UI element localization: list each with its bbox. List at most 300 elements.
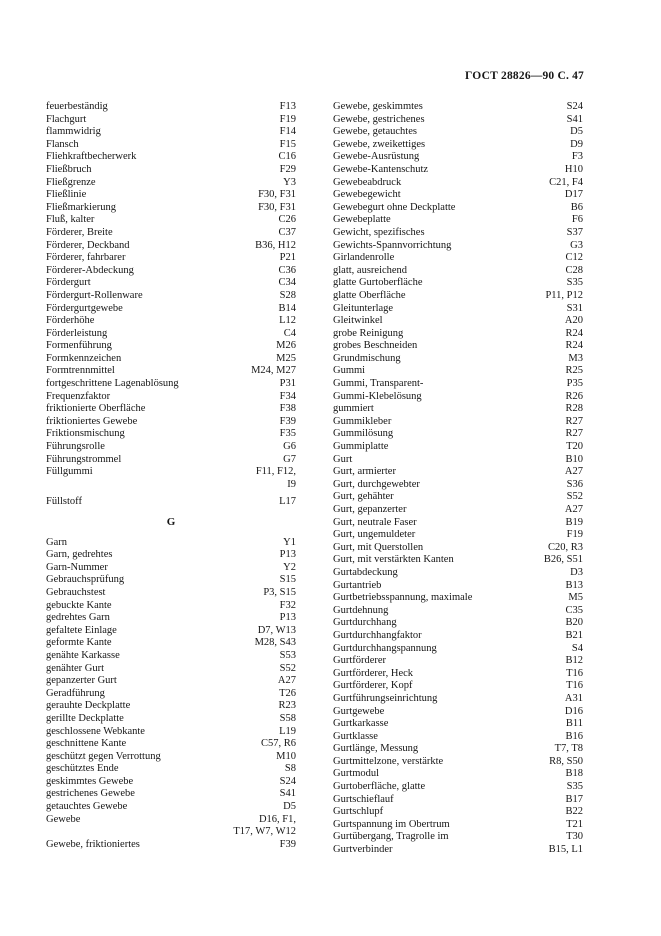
index-entry xyxy=(46,416,296,429)
index-entry xyxy=(46,650,296,663)
entry-term: Gleitunterlage xyxy=(333,302,394,314)
document-header xyxy=(46,69,584,83)
index-entry xyxy=(46,688,296,701)
index-entry xyxy=(333,164,583,177)
entry-term: Fördergurt xyxy=(46,277,91,289)
index-entry xyxy=(46,537,296,550)
entry-term: Gurt, durchgewebter xyxy=(333,478,420,490)
entry-code: A31 xyxy=(564,692,583,704)
entry-term: Fließgrenze xyxy=(46,176,96,188)
index-entry xyxy=(333,718,583,731)
index-entry xyxy=(46,214,296,227)
entry-code: S24 xyxy=(566,101,583,112)
entry-term: Gurtführungseinrichtung xyxy=(333,692,438,704)
index-entry xyxy=(333,139,583,152)
entry-code: S52 xyxy=(566,491,583,503)
entry-term: feuerbeständig xyxy=(46,101,108,112)
entry-code: L12 xyxy=(279,315,296,327)
entry-code: M28, S43 xyxy=(254,637,296,649)
index-entry xyxy=(333,781,583,794)
index-entry xyxy=(46,428,296,441)
entry-term: Gummi, Transparent- xyxy=(333,378,424,390)
entry-term: gebuckte Kante xyxy=(46,599,112,611)
entry-term: Gurtschlupf xyxy=(333,806,384,818)
entry-term: Führungstrommel xyxy=(46,453,122,465)
index-entry xyxy=(46,353,296,366)
entry-code: T16 xyxy=(566,667,583,679)
entry-term: Gurtübergang, Tragrolle im xyxy=(333,831,449,843)
index-entry xyxy=(46,700,296,713)
index-entry xyxy=(46,587,296,600)
index-entry xyxy=(333,529,583,542)
entry-code: S35 xyxy=(566,277,583,289)
entry-code: D7, W13 xyxy=(257,624,296,636)
entry-code: F39 xyxy=(279,838,296,850)
section-header: G xyxy=(166,516,176,528)
index-column-left xyxy=(46,101,296,857)
entry-code: B14 xyxy=(278,302,296,314)
entry-code: B18 xyxy=(565,768,583,780)
entry-term: Gurtförderer, Kopf xyxy=(333,680,413,692)
entry-code: T16 xyxy=(566,680,583,692)
index-entry xyxy=(333,252,583,265)
entry-term: gerauhte Deckplatte xyxy=(46,700,131,712)
index-columns xyxy=(46,101,584,857)
entry-term: Gewebegurt ohne Deckplatte xyxy=(333,201,456,213)
entry-code: B13 xyxy=(565,579,583,591)
entry-term: Fließmarkierung xyxy=(46,201,116,213)
entry-term: Flansch xyxy=(46,138,79,150)
entry-code: F11, F12, xyxy=(255,466,296,478)
entry-code: F35 xyxy=(279,428,296,440)
entry-term: Gewebeplatte xyxy=(333,214,391,226)
index-entry-continuation xyxy=(46,826,296,839)
entry-term: grobe Reinigung xyxy=(333,327,404,339)
entry-code: F6 xyxy=(571,214,583,226)
entry-code: S4 xyxy=(571,642,583,654)
entry-code: C36 xyxy=(278,264,296,276)
index-entry xyxy=(333,240,583,253)
entry-code: M24, M27 xyxy=(251,365,296,377)
entry-term: Formkennzeichen xyxy=(46,352,122,364)
entry-term: Förderleistung xyxy=(46,327,108,339)
index-entry xyxy=(333,466,583,479)
entry-code: A27 xyxy=(564,466,583,478)
index-entry-continuation xyxy=(46,479,296,492)
index-entry xyxy=(333,365,583,378)
index-entry xyxy=(46,139,296,152)
entry-term: Gleitwinkel xyxy=(333,315,383,327)
entry-term: Gurtdehnung xyxy=(333,604,389,616)
entry-term: Gummi-Klebelösung xyxy=(333,390,422,402)
index-entry xyxy=(46,365,296,378)
entry-code: C57, R6 xyxy=(260,738,296,750)
entry-code: B10 xyxy=(565,453,583,465)
index-entry xyxy=(46,151,296,164)
index-entry xyxy=(46,562,296,575)
entry-code: P3, S15 xyxy=(263,586,296,598)
entry-code: C34 xyxy=(278,277,296,289)
entry-term: friktioniertes Gewebe xyxy=(46,415,138,427)
entry-term: gummiert xyxy=(333,403,374,415)
entry-term: Gurtmittelzone, verstärkte xyxy=(333,755,444,767)
index-entry xyxy=(333,643,583,656)
entry-code: C28 xyxy=(565,264,583,276)
entry-term: Fluß, kalter xyxy=(46,214,95,226)
index-entry xyxy=(46,600,296,613)
entry-code: F32 xyxy=(279,599,296,611)
entry-code: L19 xyxy=(279,725,296,737)
index-entry xyxy=(333,768,583,781)
index-entry xyxy=(333,101,583,114)
entry-code: S35 xyxy=(566,781,583,793)
index-entry xyxy=(46,751,296,764)
entry-term: flammwidrig xyxy=(46,126,101,138)
index-entry xyxy=(46,637,296,650)
entry-term: Geradführung xyxy=(46,687,105,699)
entry-code: H10 xyxy=(564,163,583,175)
index-entry xyxy=(333,617,583,630)
entry-code: S15 xyxy=(279,574,296,586)
index-entry xyxy=(46,814,296,827)
entry-code: A27 xyxy=(564,504,583,515)
entry-code: T30 xyxy=(566,831,583,843)
index-entry xyxy=(46,496,296,509)
entry-code: A20 xyxy=(564,315,583,327)
entry-code: P35 xyxy=(566,378,583,390)
entry-code: C26 xyxy=(278,214,296,226)
index-entry xyxy=(333,378,583,391)
entry-code: B22 xyxy=(565,806,583,818)
entry-code: T7, T8 xyxy=(554,743,583,755)
entry-term: gepanzerter Gurt xyxy=(46,675,117,687)
index-entry xyxy=(333,819,583,832)
entry-term: Gurtabdeckung xyxy=(333,566,398,578)
entry-term: Gurtförderer, Heck xyxy=(333,667,414,679)
entry-term: Gurtmodul xyxy=(333,768,380,780)
index-entry xyxy=(46,675,296,688)
entry-code: B11 xyxy=(565,718,583,730)
entry-term: Gewebe-Ausrüstung xyxy=(333,151,420,163)
entry-code: R8, S50 xyxy=(549,755,583,767)
entry-code: C20, R3 xyxy=(547,541,583,553)
entry-code: C35 xyxy=(565,604,583,616)
entry-term: Frequenzfaktor xyxy=(46,390,111,402)
entry-term: gefaltete Einlage xyxy=(46,624,117,636)
entry-code: S36 xyxy=(566,478,583,490)
entry-term: geschützt gegen Verrottung xyxy=(46,750,161,762)
entry-term: Fließbruch xyxy=(46,163,92,175)
index-entry xyxy=(333,214,583,227)
entry-term: Fördergurt-Rollenware xyxy=(46,289,143,301)
index-entry xyxy=(333,504,583,517)
index-entry xyxy=(333,668,583,681)
index-entry xyxy=(46,126,296,139)
index-entry xyxy=(333,706,583,719)
index-entry xyxy=(333,428,583,441)
index-entry xyxy=(46,303,296,316)
entry-term: Gurt, gepanzerter xyxy=(333,504,407,515)
entry-term: Gurtdurchhangspannung xyxy=(333,642,437,654)
index-entry xyxy=(46,441,296,454)
entry-code: P31 xyxy=(279,378,296,390)
entry-code: Y3 xyxy=(283,176,296,188)
entry-term: geformte Kante xyxy=(46,637,112,649)
entry-code: G3 xyxy=(570,239,583,251)
index-entry xyxy=(46,114,296,127)
entry-term: Gurtgewebe xyxy=(333,705,385,717)
index-entry xyxy=(333,340,583,353)
index-entry xyxy=(333,277,583,290)
entry-code: Y2 xyxy=(283,561,296,573)
index-entry xyxy=(46,801,296,814)
entry-term: Gewebeabdruck xyxy=(333,176,402,188)
entry-term: geschnittene Kante xyxy=(46,738,127,750)
entry-term: Gurtschieflauf xyxy=(333,793,394,805)
entry-term: Förderer-Abdeckung xyxy=(46,264,134,276)
entry-term: gerillte Deckplatte xyxy=(46,712,124,724)
entry-code: B6 xyxy=(570,201,583,213)
entry-code: C12 xyxy=(565,252,583,264)
entry-code: D5 xyxy=(283,801,296,813)
entry-term: Gurtoberfläche, glatte xyxy=(333,781,426,793)
index-entry xyxy=(333,794,583,807)
entry-term: genähter Gurt xyxy=(46,662,105,674)
index-entry xyxy=(333,177,583,190)
index-entry xyxy=(46,403,296,416)
index-entry xyxy=(46,265,296,278)
entry-term: Gewebe, gestrichenes xyxy=(333,113,425,125)
index-entry xyxy=(46,177,296,190)
entry-term: Formenführung xyxy=(46,340,112,352)
entry-code: F3 xyxy=(571,151,583,163)
index-entry xyxy=(333,806,583,819)
entry-code: M25 xyxy=(276,352,296,364)
entry-code: F14 xyxy=(279,126,296,138)
entry-code: A27 xyxy=(277,675,296,687)
entry-term: geschlossene Webkante xyxy=(46,725,145,737)
index-entry xyxy=(333,831,583,844)
entry-code: F19 xyxy=(279,113,296,125)
entry-term: Gurt, gehähter xyxy=(333,491,394,503)
index-entry xyxy=(333,693,583,706)
entry-term: Füllgummi xyxy=(46,466,93,478)
entry-code: D16, F1, xyxy=(258,813,296,825)
index-entry xyxy=(46,726,296,739)
index-entry xyxy=(46,189,296,202)
entry-term: genähte Karkasse xyxy=(46,649,120,661)
entry-code: F29 xyxy=(279,163,296,175)
entry-term: Gewichts-Spannvorrichtung xyxy=(333,239,452,251)
entry-term: Gewebe, getauchtes xyxy=(333,126,417,138)
entry-term: Gurtbetriebsspannung, maximale xyxy=(333,592,473,604)
entry-term: Gurtantrieb xyxy=(333,579,382,591)
index-entry xyxy=(333,328,583,341)
index-column-right xyxy=(333,101,583,857)
entry-term: Gurtverbinder xyxy=(333,844,393,856)
entry-term: Gurtspannung im Obertrum xyxy=(333,818,450,830)
entry-code: S41 xyxy=(566,113,583,125)
index-entry xyxy=(46,574,296,587)
entry-term: Fließlinie xyxy=(46,189,87,201)
entry-term: Gurt, neutrale Faser xyxy=(333,516,417,528)
entry-term: Gewebe xyxy=(46,813,81,825)
entry-code: S28 xyxy=(279,289,296,301)
entry-term: Füllstoff xyxy=(46,496,82,508)
index-entry xyxy=(46,227,296,240)
entry-code: S31 xyxy=(566,302,583,314)
index-entry xyxy=(333,743,583,756)
index-entry xyxy=(333,441,583,454)
index-entry xyxy=(333,680,583,693)
entry-term: geskimmtes Gewebe xyxy=(46,775,134,787)
index-entry xyxy=(46,202,296,215)
index-entry xyxy=(46,164,296,177)
entry-code: T26 xyxy=(279,687,296,699)
entry-term: Förderer, fahrbarer xyxy=(46,252,126,264)
entry-term: glatte Gurtoberfläche xyxy=(333,277,423,289)
index-entry xyxy=(333,479,583,492)
entry-code: D9 xyxy=(570,138,583,150)
entry-term: Grundmischung xyxy=(333,352,401,364)
entry-code: F39 xyxy=(279,415,296,427)
entry-code: S24 xyxy=(279,775,296,787)
entry-term: Friktionsmischung xyxy=(46,428,125,440)
entry-term: Förderhöhe xyxy=(46,315,95,327)
entry-code: D5 xyxy=(570,126,583,138)
entry-code: P13 xyxy=(279,612,296,624)
entry-term: Garn, gedrehtes xyxy=(46,549,113,561)
entry-code: M26 xyxy=(276,340,296,352)
entry-term: Formtrennmittel xyxy=(46,365,115,377)
entry-term: gedrehtes Garn xyxy=(46,612,110,624)
index-entry xyxy=(333,605,583,618)
entry-term: Girlandenrolle xyxy=(333,252,395,264)
entry-code: P11, P12 xyxy=(545,289,583,301)
entry-code: F19 xyxy=(566,529,583,541)
entry-code: D17 xyxy=(564,189,583,201)
entry-code: R26 xyxy=(565,390,583,402)
index-entry xyxy=(333,567,583,580)
entry-term: getauchtes Gewebe xyxy=(46,801,128,813)
index-entry xyxy=(333,655,583,668)
entry-term: Gebrauchstest xyxy=(46,586,106,598)
entry-code: T20 xyxy=(566,441,583,453)
entry-code: M10 xyxy=(276,750,296,762)
index-entry xyxy=(46,776,296,789)
entry-code: L17 xyxy=(279,496,296,508)
entry-term: Gurt, mit Querstollen xyxy=(333,541,424,553)
index-entry xyxy=(333,731,583,744)
index-entry xyxy=(333,126,583,139)
entry-code: T17, W7, W12 xyxy=(233,826,296,838)
entry-code: F38 xyxy=(279,403,296,415)
index-entry xyxy=(333,391,583,404)
entry-code: F30, F31 xyxy=(258,201,296,213)
entry-code: B26, S51 xyxy=(543,554,583,566)
entry-code: P21 xyxy=(279,252,296,264)
entry-code: P13 xyxy=(279,549,296,561)
index-entry xyxy=(46,391,296,404)
index-entry xyxy=(46,315,296,328)
entry-code: B21 xyxy=(565,629,583,641)
entry-code: B15, L1 xyxy=(548,844,583,856)
entry-term: Gurt, ungemuldeter xyxy=(333,529,416,541)
index-entry xyxy=(333,189,583,202)
entry-code: F13 xyxy=(279,101,296,112)
index-entry xyxy=(333,844,583,857)
entry-term: glatt, ausreichend xyxy=(333,264,408,276)
index-entry xyxy=(333,517,583,530)
index-entry xyxy=(333,151,583,164)
entry-term: fortgeschrittene Lagenablösung xyxy=(46,378,179,390)
index-entry xyxy=(46,763,296,776)
entry-code: F15 xyxy=(279,138,296,150)
entry-code: Y1 xyxy=(283,536,296,548)
index-entry xyxy=(46,549,296,562)
entry-code: C4 xyxy=(283,327,296,339)
entry-term: Gummilösung xyxy=(333,428,394,440)
entry-term: Gurtkarkasse xyxy=(333,718,389,730)
index-entry xyxy=(333,592,583,605)
index-entry xyxy=(333,290,583,303)
entry-term: Gurtdurchhang xyxy=(333,617,397,629)
entry-code: S41 xyxy=(279,788,296,800)
entry-term: Garn xyxy=(46,536,67,548)
index-entry xyxy=(46,378,296,391)
index-entry xyxy=(46,788,296,801)
index-entry xyxy=(333,580,583,593)
entry-term: Gewebe-Kantenschutz xyxy=(333,163,429,175)
entry-term: Gurtlänge, Messung xyxy=(333,743,419,755)
entry-term: glatte Oberfläche xyxy=(333,289,406,301)
index-entry xyxy=(333,202,583,215)
entry-code: C16 xyxy=(278,151,296,163)
index-entry xyxy=(333,554,583,567)
entry-term: Gummiplatte xyxy=(333,441,389,453)
entry-term: gestrichenes Gewebe xyxy=(46,788,135,800)
index-entry xyxy=(333,227,583,240)
index-entry xyxy=(333,542,583,555)
entry-term: Gurt xyxy=(333,453,353,465)
entry-code: R24 xyxy=(565,327,583,339)
index-entry xyxy=(46,839,296,852)
index-entry xyxy=(333,454,583,467)
entry-term: Gewebe, zweikettiges xyxy=(333,138,426,150)
index-entry xyxy=(46,713,296,726)
entry-code: G6 xyxy=(283,441,296,453)
entry-term: Gummikleber xyxy=(333,415,392,427)
document-page xyxy=(46,69,584,857)
entry-term: Förderer, Breite xyxy=(46,226,113,238)
entry-term: Garn-Nummer xyxy=(46,561,108,573)
index-entry xyxy=(46,466,296,479)
entry-term: Gewebe, friktioniertes xyxy=(46,838,140,850)
entry-code: S8 xyxy=(284,763,296,775)
entry-code: M3 xyxy=(568,352,583,364)
entry-code: R27 xyxy=(565,415,583,427)
entry-term: friktionierte Oberfläche xyxy=(46,403,146,415)
entry-code: M5 xyxy=(568,592,583,604)
entry-code: T21 xyxy=(566,818,583,830)
index-entry xyxy=(333,491,583,504)
entry-term: Gurt, armierter xyxy=(333,466,396,478)
index-entry xyxy=(333,315,583,328)
index-entry xyxy=(46,612,296,625)
index-entry xyxy=(333,630,583,643)
index-entry xyxy=(333,114,583,127)
index-entry xyxy=(46,663,296,676)
